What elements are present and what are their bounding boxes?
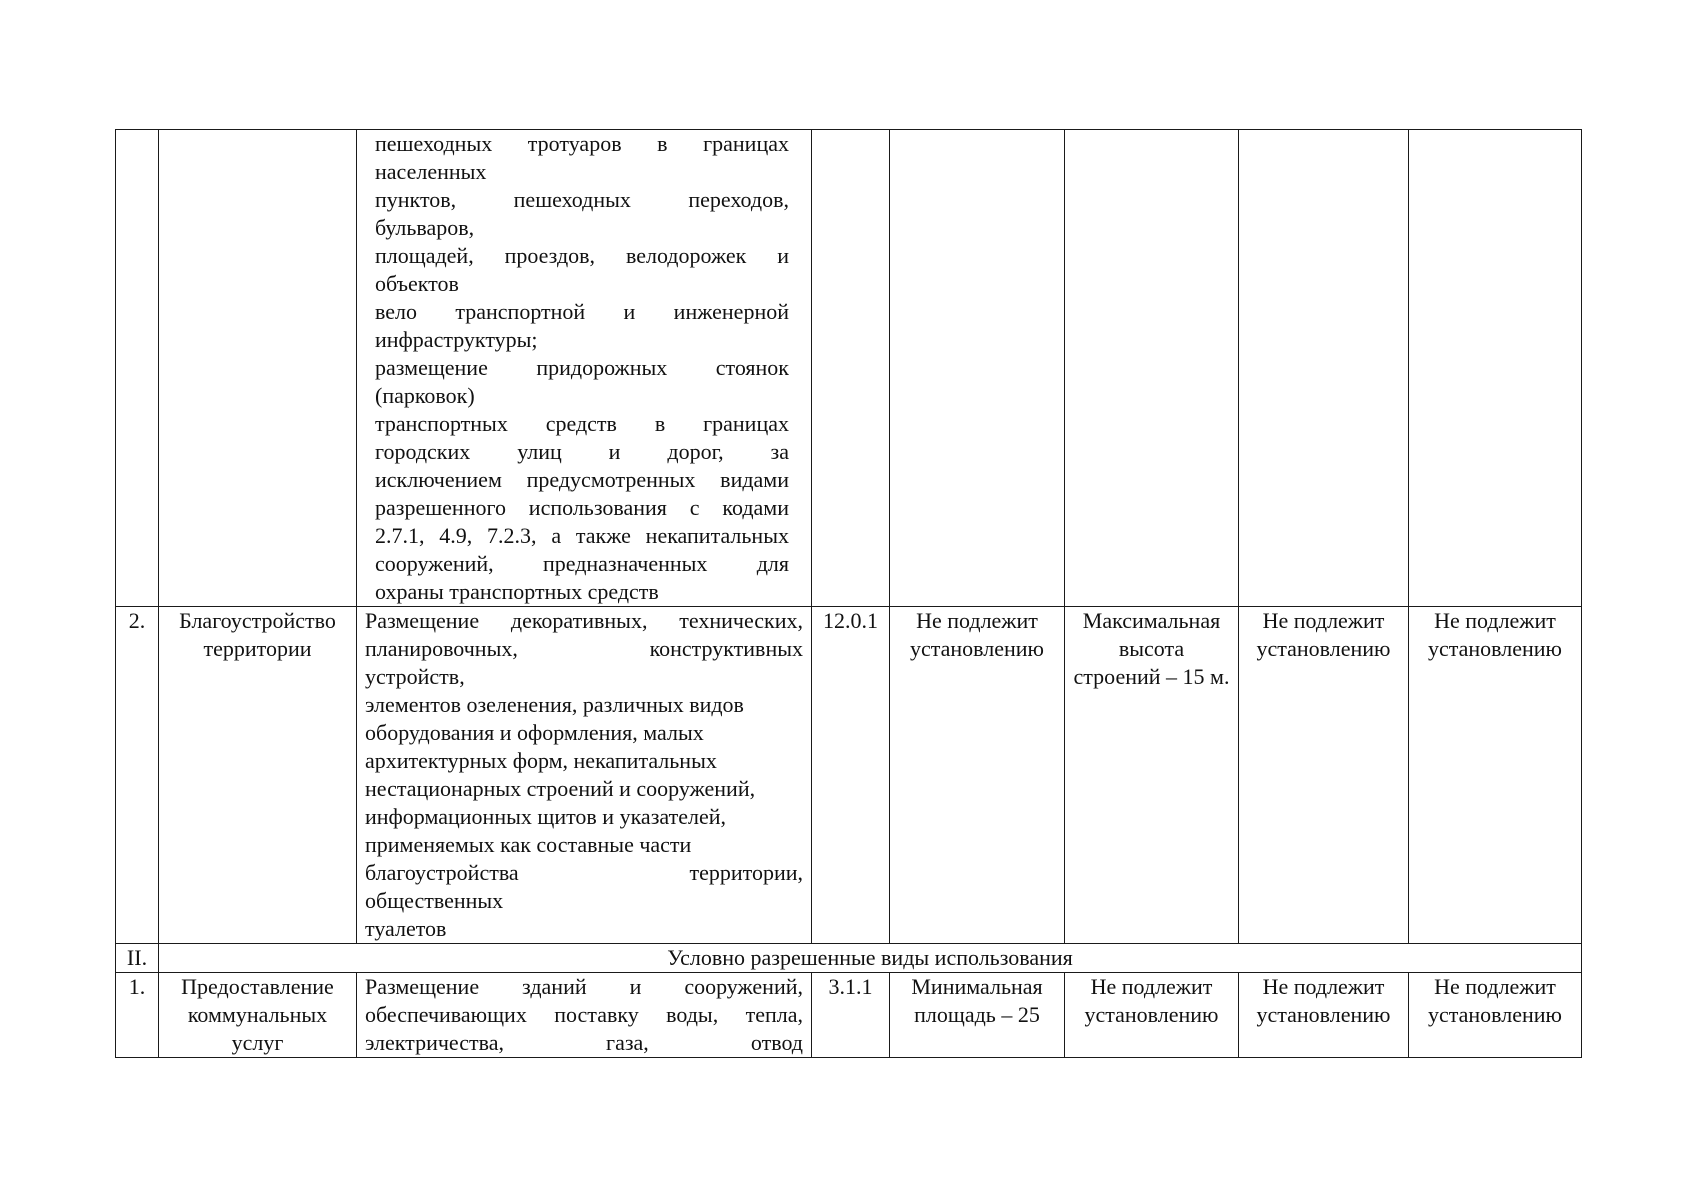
description-line: сооружений, предназначенных для (375, 551, 789, 576)
section-number: II. (116, 944, 159, 973)
description-line: площадей, проездов, велодорожек и (375, 243, 789, 268)
description-line: охраны транспортных средств (375, 579, 659, 604)
description-line: обеспечивающих поставку воды, тепла, (365, 1002, 803, 1027)
cell-num-empty (116, 130, 159, 607)
cell-use-name: Предоставление коммунальных услуг (159, 973, 357, 1058)
description-line: электричества, газа, отвод (365, 1030, 803, 1055)
cell-col7-empty (1239, 130, 1409, 607)
description-line: объектов (375, 271, 459, 296)
cell-description (357, 973, 812, 1058)
cell-description (357, 607, 812, 944)
cell-col8-empty (1409, 130, 1582, 607)
table-section-header (116, 944, 1582, 973)
description-line: вело транспортной и инженерной (375, 299, 789, 324)
description-line: Размещение зданий и сооружений, (365, 974, 803, 999)
cell-col5: Не подлежит установлению (890, 607, 1065, 944)
cell-row-number: 1. (116, 973, 159, 1058)
description-line: оборудования и оформления, малых (365, 720, 704, 745)
table-row-utilities (116, 973, 1582, 1058)
table-row-landscaping (116, 607, 1582, 944)
description-line: бульваров, (375, 215, 475, 240)
description-line: архитектурных форм, некапитальных (365, 748, 717, 773)
description-line: исключением предусмотренных видами (375, 467, 789, 492)
description-line: инфраструктуры; (375, 327, 538, 352)
description-line: пешеходных тротуаров в границах (375, 131, 789, 156)
cell-code: 12.0.1 (812, 607, 890, 944)
description-line: Размещение декоративных, технических, (365, 608, 803, 633)
cell-row-number: 2. (116, 607, 159, 944)
description-line: применяемых как составные части (365, 832, 692, 857)
description-line: туалетов (365, 916, 447, 941)
land-use-table (115, 129, 1582, 1058)
cell-col6: Максимальная высота строений – 15 м. (1065, 607, 1239, 944)
cell-col8: Не подлежит установлению (1409, 607, 1582, 944)
cell-col8: Не подлежит установлению (1409, 973, 1582, 1058)
description-line: городских улиц и дорог, за (375, 439, 789, 464)
description-line: планировочных, конструктивных (365, 636, 803, 661)
description-line: благоустройства территории, (365, 860, 803, 885)
cell-col7: Не подлежит установлению (1239, 973, 1409, 1058)
description-line: 2.7.1, 4.9, 7.2.3, а также некапитальных (375, 523, 789, 548)
cell-col6-empty (1065, 130, 1239, 607)
description-line: разрешенного использования с кодами (375, 495, 789, 520)
cell-col7: Не подлежит установлению (1239, 607, 1409, 944)
cell-code-empty (812, 130, 890, 607)
description-line: (парковок) (375, 383, 475, 408)
cell-col5-empty (890, 130, 1065, 607)
cell-code: 3.1.1 (812, 973, 890, 1058)
description-line: нестационарных строений и сооружений, (365, 776, 756, 801)
description-line: элементов озеленения, различных видов (365, 692, 744, 717)
description-line: устройств, (365, 664, 465, 689)
cell-use-name: Благоустройство территории (159, 607, 357, 944)
description-line: транспортных средств в границах (375, 411, 789, 436)
cell-col6: Не подлежит установлению (1065, 973, 1239, 1058)
description-line: общественных (365, 888, 504, 913)
description-line: размещение придорожных стоянок (375, 355, 789, 380)
cell-description-continuation (357, 130, 812, 607)
cell-col5: Минимальная площадь – 25 (890, 973, 1065, 1058)
description-line: населенных (375, 159, 487, 184)
table-row-continuation (116, 130, 1582, 607)
section-title: Условно разрешенные виды использования (159, 944, 1582, 973)
cell-name-empty (159, 130, 357, 607)
description-line: пунктов, пешеходных переходов, (375, 187, 789, 212)
description-line: информационных щитов и указателей, (365, 804, 726, 829)
